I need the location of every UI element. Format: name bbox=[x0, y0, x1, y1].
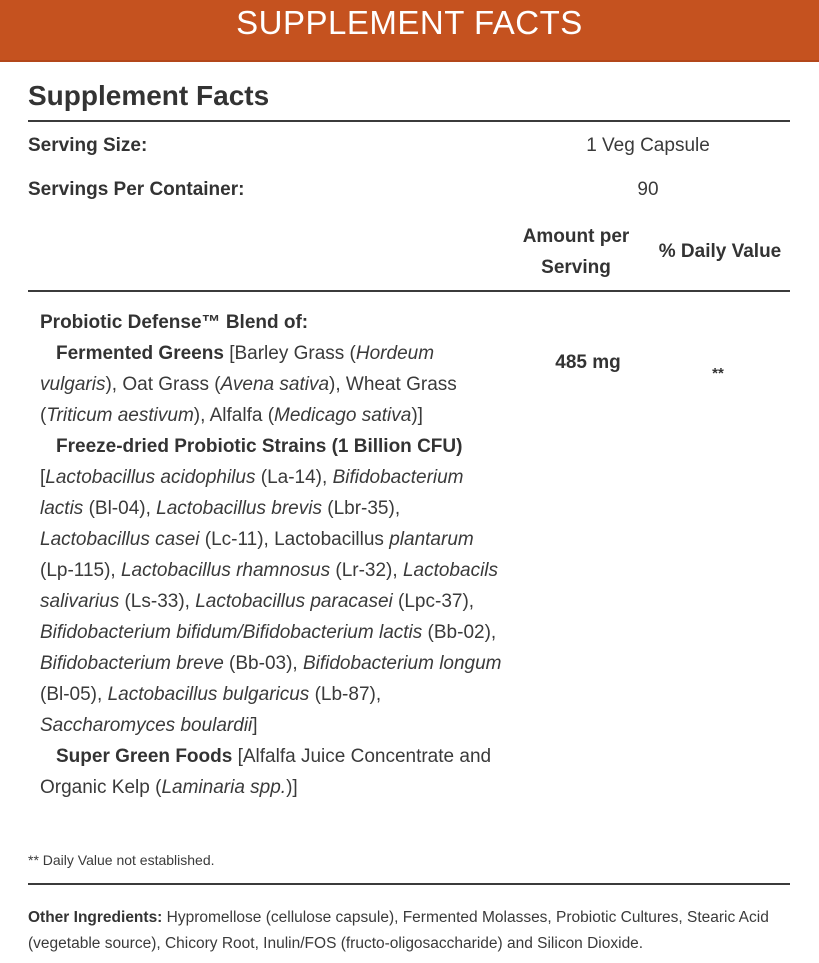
servings-per-container-value: 90 bbox=[637, 179, 659, 200]
banner-title: SUPPLEMENT FACTS bbox=[236, 4, 583, 41]
column-header-amount-line2: Serving bbox=[541, 257, 611, 278]
blend-amount: 485 mg bbox=[555, 352, 621, 373]
header-banner bbox=[0, 0, 819, 62]
super-green-foods-list: [Alfalfa Juice Concentrate and Organic Kelp (Laminaria spp.)] bbox=[40, 746, 492, 798]
header-divider bbox=[28, 290, 790, 292]
column-header-daily-value: % Daily Value bbox=[658, 241, 782, 262]
other-ingredients-text: Hypromellose (cellulose capsule), Fermented Molasses, Probiotic Cultures, Stearic Acid (vegetable source), Chicory Root, Inulin/FOS (fructo-oligosaccharide) and Silicon Dioxide. bbox=[28, 909, 769, 952]
blend-title: Probiotic Defense™ Blend of: bbox=[40, 312, 309, 333]
fermented-greens-list: [Barley Grass (Hordeum vulgaris), Oat Grass (Avena sativa), Wheat Grass (Triticum aestivum), Alfalfa (Medicago sativa)] bbox=[40, 343, 457, 426]
footer-divider bbox=[28, 883, 790, 885]
blend-daily-value: ** bbox=[712, 365, 724, 382]
serving-size-value: 1 Veg Capsule bbox=[586, 135, 710, 156]
footnote: ** Daily Value not established. bbox=[28, 852, 215, 868]
probiotic-strains-list: [Lactobacillus acidophilus (La-14), Bifidobacterium lactis (Bl-04), Lactobacillus brevis (Lbr-35), Lactobacillus casei (Lc-11), Lactobacillus plantarum (Lp-115), Lactobacillus rhamnosus (Lr-32), Lactobacils salivarius (Ls-33), Lactobacillus paracasei (Lpc-37), Bifidobacterium bifidum/Bifidobacterium lactis (Bb-02), Bifidobacterium breve (Bb-03), Bifidobacterium longum (Bl-05), Lactobacillus bulgaricus (Lb-87), Saccharomyces boulardii] bbox=[40, 467, 502, 736]
probiotic-strains-label: Freeze-dried Probiotic Strains (1 Billion CFU) bbox=[56, 436, 463, 457]
other-ingredients-label: Other Ingredients: bbox=[28, 909, 163, 926]
serving-size-label: Serving Size: bbox=[28, 135, 148, 156]
column-header-amount-line1: Amount per bbox=[522, 226, 630, 247]
servings-per-container-label: Servings Per Container: bbox=[28, 179, 245, 200]
super-green-foods-label: Super Green Foods bbox=[56, 746, 233, 767]
top-divider bbox=[28, 120, 790, 122]
fermented-greens-label: Fermented Greens bbox=[56, 343, 224, 364]
other-ingredients bbox=[28, 905, 790, 957]
column-header-amount bbox=[508, 221, 644, 283]
panel-title: Supplement Facts bbox=[28, 80, 270, 111]
blend-ingredients bbox=[40, 307, 510, 803]
